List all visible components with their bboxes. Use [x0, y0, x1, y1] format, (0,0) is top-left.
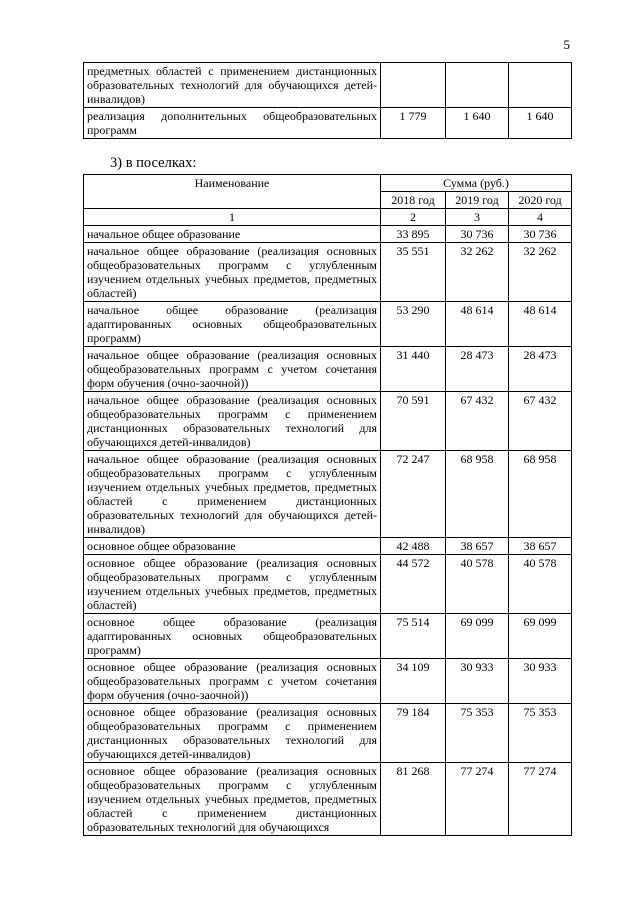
- continued-table-body: [84, 63, 572, 139]
- table-row: [84, 392, 572, 451]
- value-2019: 38 657: [446, 538, 509, 555]
- table-row: [84, 704, 572, 763]
- value-2019: 67 432: [446, 392, 509, 451]
- row-name: начальное общее образование: [84, 226, 381, 243]
- continued-table: [83, 62, 572, 139]
- value-2020: 40 578: [509, 555, 572, 614]
- table-row: [84, 555, 572, 614]
- page-number: 5: [563, 37, 570, 52]
- value-2020: 69 099: [509, 614, 572, 659]
- value-2018: 33 895: [381, 226, 446, 243]
- value-2019: 48 614: [446, 302, 509, 347]
- row-name: основное общее образование: [84, 538, 381, 555]
- table-row: [84, 108, 572, 139]
- header-sum: Сумма (руб.): [381, 175, 572, 192]
- value-2019: 28 473: [446, 347, 509, 392]
- table-row: [84, 538, 572, 555]
- value-2018: 34 109: [381, 659, 446, 704]
- cost-table: [83, 174, 572, 836]
- value-2018: 35 551: [381, 243, 446, 302]
- value-2020: 75 353: [509, 704, 572, 763]
- value-2020: [509, 63, 572, 108]
- cost-table-header: [84, 175, 572, 226]
- value-2019: 30 736: [446, 226, 509, 243]
- value-2020: 68 958: [509, 451, 572, 538]
- value-2019: 68 958: [446, 451, 509, 538]
- value-2018: 53 290: [381, 302, 446, 347]
- header-name: Наименование: [84, 175, 381, 209]
- table-row: [84, 451, 572, 538]
- value-2019: 32 262: [446, 243, 509, 302]
- row-name: основное общее образование (реализация адаптированных основных общеобразовательных программ): [84, 614, 381, 659]
- table-row: [84, 226, 572, 243]
- value-2020: 38 657: [509, 538, 572, 555]
- section-heading: 3) в поселках:: [110, 155, 197, 171]
- value-2020: 77 274: [509, 763, 572, 836]
- table-row: [84, 302, 572, 347]
- value-2019: 40 578: [446, 555, 509, 614]
- table-row: [84, 347, 572, 392]
- row-name: предметных областей с применением дистанционных образовательных технологий для обучающихся детей-инвалидов): [84, 63, 381, 108]
- value-2020: 67 432: [509, 392, 572, 451]
- row-name: начальное общее образование (реализация адаптированных основных общеобразовательных программ): [84, 302, 381, 347]
- header-year-2018: 2018 год: [381, 192, 446, 209]
- table-row: [84, 763, 572, 836]
- header-year-2019: 2019 год: [446, 192, 509, 209]
- value-2020: 32 262: [509, 243, 572, 302]
- row-name: реализация дополнительных общеобразовательных программ: [84, 108, 381, 139]
- value-2020: 30 933: [509, 659, 572, 704]
- index-cell: 3: [446, 209, 509, 226]
- value-2019: 1 640: [446, 108, 509, 139]
- index-row: [84, 209, 572, 226]
- header-year-2020: 2020 год: [509, 192, 572, 209]
- value-2019: 75 353: [446, 704, 509, 763]
- index-cell: 2: [381, 209, 446, 226]
- value-2019: 77 274: [446, 763, 509, 836]
- index-cell: 1: [84, 209, 381, 226]
- row-name: начальное общее образование (реализация основных общеобразовательных программ с учетом сочетания форм обучения (очно-заочной)): [84, 347, 381, 392]
- value-2020: 28 473: [509, 347, 572, 392]
- index-cell: 4: [509, 209, 572, 226]
- table-row: [84, 659, 572, 704]
- value-2018: 72 247: [381, 451, 446, 538]
- value-2020: 30 736: [509, 226, 572, 243]
- value-2018: 1 779: [381, 108, 446, 139]
- value-2018: 81 268: [381, 763, 446, 836]
- header-row: [84, 175, 572, 192]
- value-2018: 79 184: [381, 704, 446, 763]
- table-row: [84, 63, 572, 108]
- cost-table-body: [84, 226, 572, 836]
- row-name: начальное общее образование (реализация основных общеобразовательных программ с углубленным изучением отдельных учебных предметов, предметных областей): [84, 243, 381, 302]
- value-2018: 31 440: [381, 347, 446, 392]
- table-row: [84, 614, 572, 659]
- value-2019: 69 099: [446, 614, 509, 659]
- row-name: основное общее образование (реализация основных общеобразовательных программ с углубленным изучением отдельных учебных предметов, предметных областей с применением дистанционных образовательных технологий для обучающихся: [84, 763, 381, 836]
- value-2019: 30 933: [446, 659, 509, 704]
- row-name: основное общее образование (реализация основных общеобразовательных программ с углубленным изучением отдельных учебных предметов, предметных областей): [84, 555, 381, 614]
- value-2020: 1 640: [509, 108, 572, 139]
- row-name: основное общее образование (реализация основных общеобразовательных программ с учетом сочетания форм обучения (очно-заочной)): [84, 659, 381, 704]
- value-2018: 42 488: [381, 538, 446, 555]
- value-2020: 48 614: [509, 302, 572, 347]
- value-2018: 75 514: [381, 614, 446, 659]
- row-name: начальное общее образование (реализация основных общеобразовательных программ с углубленным изучением отдельных учебных предметов, предметных областей с применением дистанционных образовательных технологий для обучающихся детей-инвалидов): [84, 451, 381, 538]
- table-row: [84, 243, 572, 302]
- value-2018: [381, 63, 446, 108]
- value-2018: 44 572: [381, 555, 446, 614]
- value-2018: 70 591: [381, 392, 446, 451]
- value-2019: [446, 63, 509, 108]
- row-name: начальное общее образование (реализация основных общеобразовательных программ с применением дистанционных образовательных технологий для обучающихся детей-инвалидов): [84, 392, 381, 451]
- row-name: основное общее образование (реализация основных общеобразовательных программ с применением дистанционных образовательных технологий для обучающихся детей-инвалидов): [84, 704, 381, 763]
